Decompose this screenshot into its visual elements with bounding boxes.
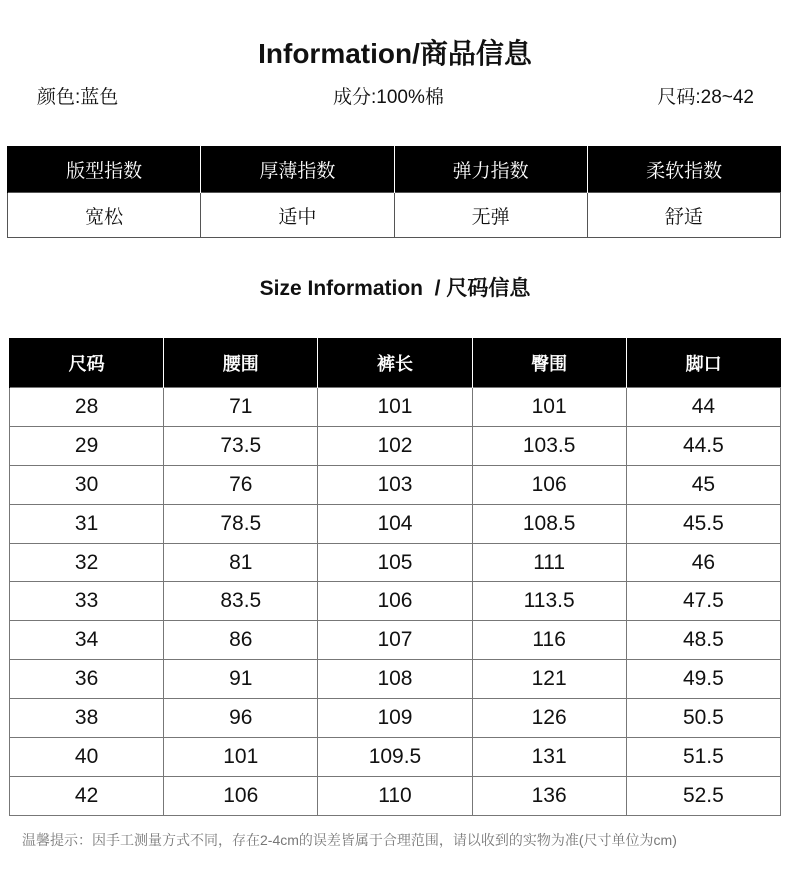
index-value-cell: 适中 [201, 193, 394, 238]
index-table-values [8, 193, 781, 238]
table-row [10, 504, 781, 543]
table-cell: 46 [626, 543, 780, 582]
table-cell: 131 [472, 738, 626, 777]
table-cell: 111 [472, 543, 626, 582]
table-cell: 126 [472, 699, 626, 738]
table-cell: 29 [10, 426, 164, 465]
table-cell: 106 [472, 465, 626, 504]
index-header-cell: 弹力指数 [394, 146, 587, 193]
table-cell: 78.5 [164, 504, 318, 543]
size-table-body [10, 388, 781, 816]
table-cell: 102 [318, 426, 472, 465]
table-cell: 38 [10, 699, 164, 738]
size-section-title: Size Information / 尺码信息 [259, 277, 531, 300]
color-info: 颜色:蓝色 [37, 87, 119, 108]
table-cell: 109.5 [318, 738, 472, 777]
table-row [10, 582, 781, 621]
footer-note: 温馨提示：因手工测量方式不同，存在2-4cm的误差皆属于合理范围，请以收到的实物为准(尺寸单位为cm) [22, 832, 677, 848]
table-cell: 30 [10, 465, 164, 504]
table-cell: 44.5 [626, 426, 780, 465]
table-cell: 42 [10, 776, 164, 815]
table-cell: 121 [472, 660, 626, 699]
material-info: 成分:100%棉 [333, 87, 444, 108]
table-cell: 86 [164, 621, 318, 660]
index-header-cell: 厚薄指数 [201, 146, 394, 193]
table-cell: 36 [10, 660, 164, 699]
table-cell: 96 [164, 699, 318, 738]
index-header-cell: 柔软指数 [587, 146, 780, 193]
table-cell: 91 [164, 660, 318, 699]
table-cell: 105 [318, 543, 472, 582]
table-cell: 108 [318, 660, 472, 699]
table-cell: 28 [10, 388, 164, 427]
table-cell: 47.5 [626, 582, 780, 621]
index-value-cell: 无弹 [394, 193, 587, 238]
table-row [10, 699, 781, 738]
table-cell: 50.5 [626, 699, 780, 738]
table-cell: 49.5 [626, 660, 780, 699]
table-cell: 32 [10, 543, 164, 582]
size-header-cell: 尺码 [10, 338, 164, 388]
table-cell: 116 [472, 621, 626, 660]
index-header-cell: 版型指数 [8, 146, 201, 193]
table-cell: 136 [472, 776, 626, 815]
table-row [10, 426, 781, 465]
size-header-cell: 脚口 [626, 338, 780, 388]
table-cell: 106 [318, 582, 472, 621]
size-table [9, 338, 781, 816]
size-header-cell: 裤长 [318, 338, 472, 388]
table-cell: 113.5 [472, 582, 626, 621]
table-cell: 103 [318, 465, 472, 504]
table-cell: 108.5 [472, 504, 626, 543]
size-header-cell: 腰围 [164, 338, 318, 388]
table-cell: 71 [164, 388, 318, 427]
table-cell: 31 [10, 504, 164, 543]
table-cell: 40 [10, 738, 164, 777]
table-cell: 83.5 [164, 582, 318, 621]
size-table-header [10, 338, 781, 388]
table-cell: 103.5 [472, 426, 626, 465]
table-row [10, 621, 781, 660]
table-cell: 81 [164, 543, 318, 582]
table-cell: 48.5 [626, 621, 780, 660]
index-value-cell: 宽松 [8, 193, 201, 238]
table-cell: 51.5 [626, 738, 780, 777]
table-cell: 101 [472, 388, 626, 427]
page-title: Information/商品信息 [258, 38, 532, 69]
size-range-info: 尺码:28~42 [657, 87, 754, 108]
table-cell: 44 [626, 388, 780, 427]
table-row [10, 465, 781, 504]
table-row [10, 660, 781, 699]
table-row [10, 738, 781, 777]
table-cell: 101 [318, 388, 472, 427]
table-cell: 101 [164, 738, 318, 777]
table-row [10, 776, 781, 815]
table-cell: 33 [10, 582, 164, 621]
table-cell: 110 [318, 776, 472, 815]
table-cell: 52.5 [626, 776, 780, 815]
index-value-cell: 舒适 [587, 193, 780, 238]
table-cell: 107 [318, 621, 472, 660]
table-cell: 45.5 [626, 504, 780, 543]
table-cell: 45 [626, 465, 780, 504]
table-row [10, 388, 781, 427]
table-cell: 76 [164, 465, 318, 504]
table-cell: 109 [318, 699, 472, 738]
table-cell: 104 [318, 504, 472, 543]
table-cell: 106 [164, 776, 318, 815]
table-row [10, 543, 781, 582]
table-cell: 73.5 [164, 426, 318, 465]
table-cell: 34 [10, 621, 164, 660]
index-table-header [8, 146, 781, 193]
index-table [7, 146, 781, 238]
size-header-cell: 臀围 [472, 338, 626, 388]
